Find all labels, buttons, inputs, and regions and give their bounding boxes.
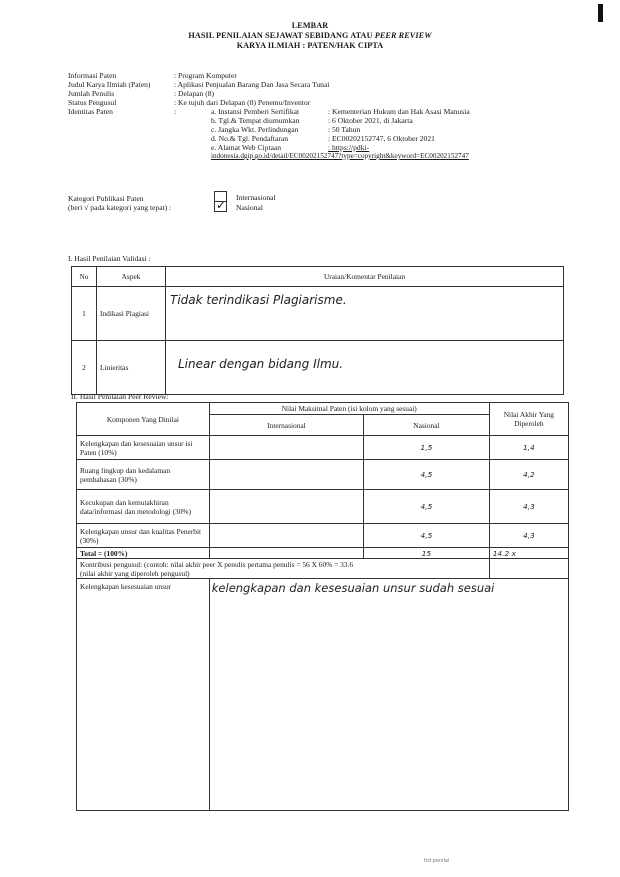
- pr-row3-nasional[interactable]: 4,5: [364, 490, 490, 524]
- row1-komentar: Tidak terindikasi Plagiarisme.: [170, 293, 347, 307]
- pr-komentar-label: Kelengkapan kesesuaian unsur: [77, 579, 210, 811]
- pr-total-row: [77, 548, 569, 559]
- pr-row: [77, 524, 569, 548]
- h-nasional: Nasional: [364, 415, 490, 436]
- pr-kontribusi-row: [77, 559, 569, 579]
- header-line2-italic: PEER REVIEW: [374, 31, 432, 40]
- identitas-key-1: b. Tgl.& Tempat diumumkan: [211, 116, 300, 125]
- identitas-key-0: a. Instansi Pemberi Sertifikat: [211, 107, 300, 116]
- pr-komentar-cell[interactable]: [209, 579, 568, 811]
- pr-total-nasional[interactable]: 15: [364, 548, 490, 559]
- pr-row2-komponen: Ruang lingkup dan kedalaman pembahasan (30%): [77, 460, 210, 490]
- footer-faint-text: ttd penilai: [424, 858, 450, 864]
- pr-komentar-text: kelengkapan dan kesesuaian unsur sudah sesuai: [211, 581, 495, 595]
- validasi-row: [72, 341, 564, 395]
- info-label-0: Informasi Paten: [68, 71, 117, 80]
- info-label-4: Identitas Paten: [68, 107, 113, 116]
- pr-row2-nasional[interactable]: 4,5: [364, 460, 490, 490]
- kontribusi-line1: Kontribusi pengusul: (contoh: nilai akhir peer X penulis pertama penulis = 56 X 60% = 33.6: [80, 559, 354, 569]
- pr-row1-akhir[interactable]: 1,4: [489, 436, 568, 460]
- info-value-3: : Ke tujuh dari Delapan (8) Penemu/Inventor: [174, 98, 311, 107]
- pr-row3-internasional[interactable]: [209, 490, 363, 524]
- info-value-4: :: [174, 107, 177, 116]
- header-line1: LEMBAR: [291, 21, 329, 30]
- pr-row4-komponen: Kelengkapan unsur dan kualitas Penerbit (30%): [77, 524, 210, 548]
- header-line3: KARYA ILMIAH : PATEN/HAK CIPTA: [236, 41, 384, 50]
- row1-aspek: Indikasi Plagiasi: [97, 287, 166, 341]
- pr-row4-internasional[interactable]: [209, 524, 363, 548]
- validasi-row: [72, 287, 564, 341]
- kategori-label-1: Kategori Publikasi Paten: [68, 194, 144, 203]
- pr-row3-komponen: Kecukupan dan kemutakhiran data/informasi dan metodologi (30%): [77, 490, 210, 524]
- kategori-label-2: (beri √ pada kategori yang tepat) :: [68, 203, 172, 212]
- info-value-0: : Program Komputer: [174, 71, 237, 80]
- pr-row1-internasional[interactable]: [209, 436, 363, 460]
- identitas-val-4[interactable]: [328, 143, 369, 152]
- identitas-key-4: e. Alamat Web Ciptaan: [211, 143, 282, 152]
- identitas-key-3: d. No.& Tgl. Pendaftaran: [211, 134, 289, 143]
- pr-row: [77, 436, 569, 460]
- header-line2: [0, 31, 620, 40]
- pr-row1-komponen: Kelengkapan dan kesesuaian unsur isi Paten (10%): [77, 436, 210, 460]
- row1-komentar-cell[interactable]: [166, 287, 564, 341]
- header-line2-prefix: HASIL PENILAIAN SEJAWAT SEBIDANG ATAU: [188, 31, 375, 40]
- web-url-link[interactable]: indonesia.dgip.go.id/detail/EC00202152747?type=copyright&keyword=EC00202152747: [211, 152, 469, 160]
- web-url-link-start[interactable]: : https://pdki-: [328, 143, 370, 152]
- info-label-1: Judul Karya Ilmiah (Paten): [68, 80, 151, 89]
- identitas-key-2: c. Jangka Wkt. Perlindungan: [211, 125, 299, 134]
- pr-row: [77, 490, 569, 524]
- kontribusi-line2: (nilai akhir yang diperoleh pengusul): [80, 568, 190, 578]
- row2-komentar-cell[interactable]: [166, 341, 564, 395]
- info-label-3: Status Pengusul: [68, 98, 117, 107]
- row1-no: 1: [72, 287, 97, 341]
- row2-komentar: Linear dengan bidang Ilmu.: [178, 357, 344, 371]
- h-komponen: Komponen Yang Dinilai: [77, 403, 210, 436]
- h-nilai-maks: Nilai Maksimal Paten (isi kolom yang sesuai): [209, 403, 489, 415]
- pr-header-row-1: [77, 403, 569, 415]
- validasi-header-row: [72, 267, 564, 287]
- opt-nasional-label: Nasional: [236, 203, 263, 212]
- pr-row2-internasional[interactable]: [209, 460, 363, 490]
- pr-row4-nasional[interactable]: 4,5: [364, 524, 490, 548]
- section2-title: II. Hasil Penilaian Peer Review:: [71, 392, 169, 401]
- checkmark-icon: ✓: [216, 198, 227, 212]
- identitas-val-2: : 50 Tahun: [328, 125, 361, 134]
- web-url-link-cont[interactable]: [211, 152, 469, 161]
- col-uraian-header: Uraian/Komentar Penilaian: [166, 267, 564, 287]
- info-value-2: : Delapan (8): [174, 89, 215, 98]
- pr-row2-akhir[interactable]: 4,2: [489, 460, 568, 490]
- col-aspek-header: Aspek: [97, 267, 166, 287]
- opt-internasional-label: Internasional: [236, 193, 276, 202]
- peer-review-table: [76, 402, 569, 811]
- identitas-val-3: : EC00202152747, 6 Oktober 2021: [328, 134, 435, 143]
- col-no-header: No: [72, 267, 97, 287]
- info-value-1: : Aplikasi Penjualan Barang Dan Jasa Secara Tunai: [174, 80, 330, 89]
- h-internasional: Internasional: [209, 415, 363, 436]
- identitas-val-0: : Kementerian Hukum dan Hak Asasi Manusia: [328, 107, 470, 116]
- row2-aspek: Linieritas: [97, 341, 166, 395]
- pr-total-akhir[interactable]: 14.2 x: [489, 548, 568, 559]
- info-label-2: Jumlah Penulis: [68, 89, 115, 98]
- pr-komentar-row: [77, 579, 569, 811]
- validasi-table: [71, 266, 564, 395]
- identitas-val-1: : 6 Oktober 2021, di Jakarta: [328, 116, 413, 125]
- pr-kontribusi-value[interactable]: [489, 559, 568, 579]
- pr-row4-akhir[interactable]: 4,3: [489, 524, 568, 548]
- scan-artifact: [598, 4, 603, 22]
- pr-row3-akhir[interactable]: 4,3: [489, 490, 568, 524]
- section1-title: I. Hasil Penilaian Validasi :: [68, 254, 151, 263]
- pr-total-label: Total = (100%): [77, 548, 210, 559]
- row2-no: 2: [72, 341, 97, 395]
- pr-kontribusi: [77, 559, 490, 579]
- checkbox-nasional[interactable]: [214, 198, 227, 212]
- pr-row1-nasional[interactable]: 1,5: [364, 436, 490, 460]
- pr-total-internasional[interactable]: [209, 548, 363, 559]
- h-akhir: Nilai Akhir Yang Diperoleh: [489, 403, 568, 436]
- pr-row: [77, 460, 569, 490]
